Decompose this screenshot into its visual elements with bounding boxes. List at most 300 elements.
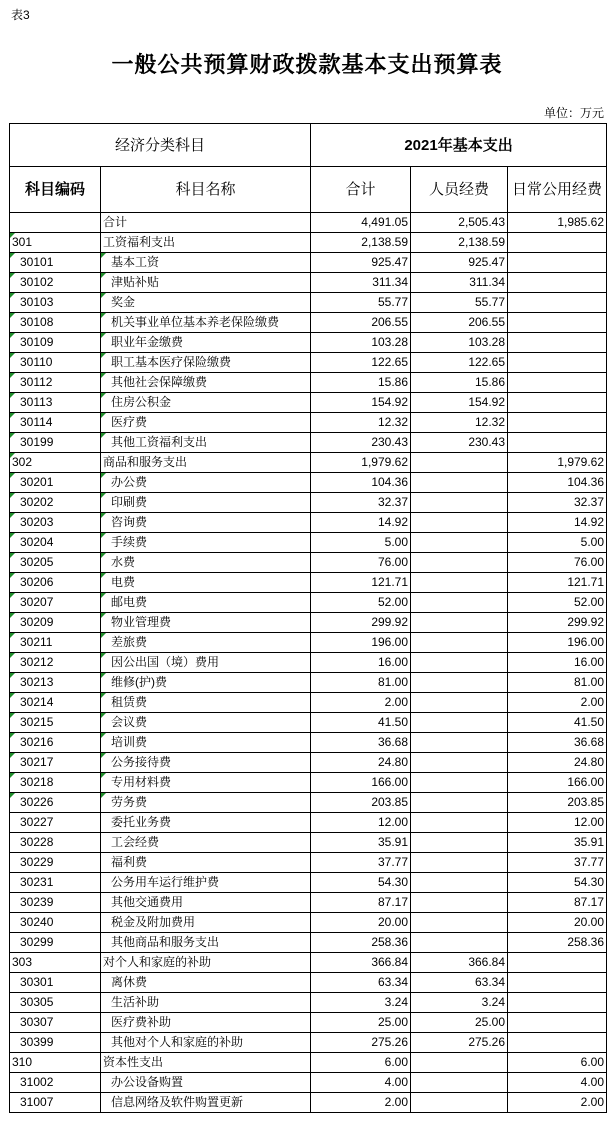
green-triangle-marker-icon: [10, 673, 15, 678]
table-row: [10, 493, 607, 513]
cell-personnel: 925.47: [411, 253, 508, 273]
green-triangle-marker-icon: [10, 393, 15, 398]
green-triangle-marker-icon: [10, 373, 15, 378]
subject-name-text: 公务用车运行维护费: [111, 875, 220, 889]
subject-name-text: 工会经费: [111, 835, 160, 849]
cell-subject-name: [101, 793, 311, 813]
cell-personnel: [411, 633, 508, 653]
table-row: [10, 613, 607, 633]
cell-subject-name: [101, 693, 311, 713]
cell-subject-name: [101, 633, 311, 653]
cell-total: 37.77: [311, 853, 411, 873]
green-triangle-marker-icon: [10, 653, 15, 658]
subject-name-text: 职业年金缴费: [111, 335, 184, 349]
cell-public: 5.00: [508, 533, 607, 553]
table-row: [10, 453, 607, 473]
table-row: [10, 233, 607, 253]
cell-subject-code: [10, 273, 101, 293]
cell-total: 25.00: [311, 1013, 411, 1033]
table-row: [10, 1073, 607, 1093]
cell-subject-code: [10, 253, 101, 273]
table-row: [10, 1033, 607, 1053]
cell-public: 203.85: [508, 793, 607, 813]
green-triangle-marker-icon: [10, 433, 15, 438]
green-triangle-marker-icon: [101, 493, 106, 498]
cell-subject-code: [10, 513, 101, 533]
subject-name-text: 委托业务费: [111, 815, 172, 829]
cell-personnel: 154.92: [411, 393, 508, 413]
cell-public: [508, 293, 607, 313]
green-triangle-marker-icon: [101, 313, 106, 318]
cell-subject-code: [10, 953, 101, 973]
subject-code-text: 31002: [20, 1075, 54, 1089]
green-triangle-marker-icon: [10, 693, 15, 698]
cell-total: 1,979.62: [311, 453, 411, 473]
green-triangle-marker-icon: [10, 533, 15, 538]
cell-subject-name: [101, 513, 311, 533]
table-row: [10, 333, 607, 353]
subject-name-text: 税金及附加费用: [111, 915, 196, 929]
cell-subject-code: [10, 693, 101, 713]
budget-table: [9, 123, 607, 1113]
cell-subject-code: [10, 373, 101, 393]
cell-personnel: 63.34: [411, 973, 508, 993]
green-triangle-marker-icon: [10, 233, 15, 238]
cell-personnel: [411, 613, 508, 633]
header-row-group: [10, 124, 607, 167]
cell-personnel: 55.77: [411, 293, 508, 313]
table-row: [10, 273, 607, 293]
cell-total: 104.36: [311, 473, 411, 493]
subject-code-text: 30301: [20, 975, 54, 989]
table-row: [10, 413, 607, 433]
cell-personnel: [411, 573, 508, 593]
cell-subject-name: [101, 233, 311, 253]
cell-personnel: [411, 553, 508, 573]
subject-name-text: 因公出国（境）费用: [111, 655, 220, 669]
table-row: [10, 1053, 607, 1073]
subject-code-text: 30203: [20, 515, 54, 529]
green-triangle-marker-icon: [10, 593, 15, 598]
subject-code-text: 30214: [20, 695, 54, 709]
cell-subject-code: [10, 833, 101, 853]
table-row: [10, 1093, 607, 1113]
cell-subject-code: [10, 593, 101, 613]
table-row: [10, 853, 607, 873]
cell-personnel: 12.32: [411, 413, 508, 433]
table-row: [10, 373, 607, 393]
subject-code-text: 30227: [20, 815, 54, 829]
table-row: [10, 953, 607, 973]
cell-subject-name: [101, 933, 311, 953]
subject-code-text: 30207: [20, 595, 54, 609]
cell-personnel: [411, 773, 508, 793]
cell-total: 196.00: [311, 633, 411, 653]
cell-total: 206.55: [311, 313, 411, 333]
cell-subject-code: [10, 733, 101, 753]
subject-name-text: 离休费: [111, 975, 148, 989]
subject-code-text: 30202: [20, 495, 54, 509]
green-triangle-marker-icon: [101, 353, 106, 358]
subject-code-text: 30205: [20, 555, 54, 569]
cell-subject-code: [10, 773, 101, 793]
cell-total: 63.34: [311, 973, 411, 993]
table-row: [10, 293, 607, 313]
subject-code-text: 30199: [20, 435, 54, 449]
cell-total: 14.92: [311, 513, 411, 533]
cell-public: [508, 373, 607, 393]
subject-code-text: 30299: [20, 935, 54, 949]
green-triangle-marker-icon: [101, 473, 106, 478]
header-subject-code: 科目编码: [10, 167, 101, 213]
table-row: [10, 973, 607, 993]
cell-total: 103.28: [311, 333, 411, 353]
cell-personnel: [411, 673, 508, 693]
subject-code-text: 30231: [20, 875, 54, 889]
subject-name-text: 机关事业单位基本养老保险缴费: [111, 315, 280, 329]
cell-public: 41.50: [508, 713, 607, 733]
cell-public: 16.00: [508, 653, 607, 673]
table-row: [10, 833, 607, 853]
cell-personnel: 122.65: [411, 353, 508, 373]
cell-subject-code: [10, 913, 101, 933]
cell-subject-name: [101, 833, 311, 853]
cell-total: 6.00: [311, 1053, 411, 1073]
cell-subject-name: [101, 1093, 311, 1113]
green-triangle-marker-icon: [10, 793, 15, 798]
table-row: [10, 573, 607, 593]
cell-total: 4,491.05: [311, 213, 411, 233]
cell-personnel: [411, 813, 508, 833]
cell-subject-code: [10, 753, 101, 773]
green-triangle-marker-icon: [101, 773, 106, 778]
header-economic-classification: 经济分类科目: [10, 124, 311, 167]
green-triangle-marker-icon: [101, 413, 106, 418]
cell-subject-code: [10, 553, 101, 573]
table-row: [10, 633, 607, 653]
cell-public: 32.37: [508, 493, 607, 513]
cell-personnel: [411, 513, 508, 533]
cell-public: 52.00: [508, 593, 607, 613]
cell-public: [508, 253, 607, 273]
cell-subject-name: [101, 673, 311, 693]
cell-subject-name: [101, 213, 311, 233]
cell-subject-code: [10, 573, 101, 593]
table-row: [10, 753, 607, 773]
cell-total: 121.71: [311, 573, 411, 593]
table-row: [10, 553, 607, 573]
subject-code-text: 302: [12, 455, 33, 469]
table-row: [10, 213, 607, 233]
green-triangle-marker-icon: [101, 753, 106, 758]
cell-total: 55.77: [311, 293, 411, 313]
subject-code-text: 303: [12, 955, 33, 969]
green-triangle-marker-icon: [101, 553, 106, 558]
cell-subject-code: [10, 633, 101, 653]
header-subject-name: 科目名称: [101, 167, 311, 213]
cell-personnel: [411, 1073, 508, 1093]
cell-subject-name: [101, 993, 311, 1013]
cell-subject-name: [101, 473, 311, 493]
subject-name-text: 对个人和家庭的补助: [103, 955, 212, 969]
cell-public: 24.80: [508, 753, 607, 773]
subject-code-text: 30204: [20, 535, 54, 549]
cell-personnel: 15.86: [411, 373, 508, 393]
cell-public: 76.00: [508, 553, 607, 573]
cell-subject-name: [101, 953, 311, 973]
subject-code-text: 30240: [20, 915, 54, 929]
subject-name-text: 会议费: [111, 715, 148, 729]
cell-total: 76.00: [311, 553, 411, 573]
cell-subject-name: [101, 453, 311, 473]
cell-subject-name: [101, 373, 311, 393]
subject-code-text: 30102: [20, 275, 54, 289]
cell-subject-name: [101, 613, 311, 633]
subject-code-text: 30113: [20, 395, 53, 409]
cell-public: 12.00: [508, 813, 607, 833]
cell-subject-name: [101, 393, 311, 413]
cell-subject-name: [101, 853, 311, 873]
subject-name-text: 手续费: [111, 535, 148, 549]
cell-public: [508, 273, 607, 293]
cell-total: 20.00: [311, 913, 411, 933]
cell-subject-code: [10, 933, 101, 953]
cell-personnel: [411, 913, 508, 933]
cell-personnel: [411, 1093, 508, 1113]
table-row: [10, 1013, 607, 1033]
subject-code-text: 30110: [20, 355, 53, 369]
subject-name-text: 其他工资福利支出: [111, 435, 208, 449]
cell-public: 37.77: [508, 853, 607, 873]
cell-public: 104.36: [508, 473, 607, 493]
subject-code-text: 30305: [20, 995, 54, 1009]
cell-total: 258.36: [311, 933, 411, 953]
header-basic-expenditure-2021: 2021年基本支出: [311, 124, 607, 167]
subject-code-text: 30114: [20, 415, 53, 429]
cell-subject-code: [10, 213, 101, 233]
green-triangle-marker-icon: [10, 293, 15, 298]
cell-subject-code: [10, 453, 101, 473]
table-row: [10, 513, 607, 533]
cell-public: 36.68: [508, 733, 607, 753]
cell-subject-name: [101, 913, 311, 933]
cell-total: 275.26: [311, 1033, 411, 1053]
cell-public: 1,979.62: [508, 453, 607, 473]
cell-subject-name: [101, 353, 311, 373]
subject-name-text: 住房公积金: [111, 395, 172, 409]
cell-subject-code: [10, 293, 101, 313]
table-row: [10, 793, 607, 813]
cell-personnel: [411, 693, 508, 713]
subject-code-text: 30212: [20, 655, 54, 669]
table-body: [10, 213, 607, 1113]
cell-total: 2,138.59: [311, 233, 411, 253]
cell-total: 5.00: [311, 533, 411, 553]
subject-name-text: 奖金: [111, 295, 136, 309]
subject-name-text: 办公费: [111, 475, 148, 489]
cell-subject-name: [101, 873, 311, 893]
green-triangle-marker-icon: [101, 373, 106, 378]
cell-personnel: [411, 933, 508, 953]
cell-total: 122.65: [311, 353, 411, 373]
table-row: [10, 813, 607, 833]
subject-code-text: 30211: [20, 635, 53, 649]
cell-total: 81.00: [311, 673, 411, 693]
green-triangle-marker-icon: [101, 653, 106, 658]
cell-public: [508, 413, 607, 433]
cell-personnel: 366.84: [411, 953, 508, 973]
subject-name-text: 其他商品和服务支出: [111, 935, 220, 949]
cell-public: 2.00: [508, 1093, 607, 1113]
cell-total: 203.85: [311, 793, 411, 813]
cell-personnel: 25.00: [411, 1013, 508, 1033]
green-triangle-marker-icon: [10, 773, 15, 778]
subject-name-text: 维修(护)费: [111, 675, 167, 689]
table-number-label: 表3: [11, 8, 30, 22]
cell-subject-code: [10, 1053, 101, 1073]
cell-personnel: 206.55: [411, 313, 508, 333]
cell-subject-name: [101, 593, 311, 613]
subject-code-text: 30226: [20, 795, 54, 809]
cell-public: [508, 973, 607, 993]
table-row: [10, 933, 607, 953]
subject-code-text: 30108: [20, 315, 54, 329]
cell-subject-name: [101, 333, 311, 353]
green-triangle-marker-icon: [10, 333, 15, 338]
cell-total: 925.47: [311, 253, 411, 273]
subject-name-text: 培训费: [111, 735, 148, 749]
cell-public: 20.00: [508, 913, 607, 933]
green-triangle-marker-icon: [10, 253, 15, 258]
cell-subject-name: [101, 893, 311, 913]
cell-personnel: 3.24: [411, 993, 508, 1013]
subject-name-text: 印刷费: [111, 495, 148, 509]
cell-subject-code: [10, 813, 101, 833]
table-row: [10, 893, 607, 913]
cell-public: 121.71: [508, 573, 607, 593]
cell-subject-name: [101, 253, 311, 273]
cell-total: 3.24: [311, 993, 411, 1013]
subject-code-text: 30217: [20, 755, 54, 769]
cell-subject-code: [10, 653, 101, 673]
green-triangle-marker-icon: [101, 633, 106, 638]
cell-subject-name: [101, 773, 311, 793]
cell-subject-name: [101, 1033, 311, 1053]
green-triangle-marker-icon: [101, 513, 106, 518]
subject-code-text: 30109: [20, 335, 54, 349]
cell-total: 54.30: [311, 873, 411, 893]
cell-total: 52.00: [311, 593, 411, 613]
cell-public: [508, 953, 607, 973]
cell-subject-code: [10, 673, 101, 693]
cell-subject-name: [101, 413, 311, 433]
subject-name-text: 福利费: [111, 855, 148, 869]
cell-subject-code: [10, 853, 101, 873]
cell-subject-code: [10, 1093, 101, 1113]
cell-subject-name: [101, 293, 311, 313]
cell-personnel: [411, 753, 508, 773]
cell-public: [508, 433, 607, 453]
green-triangle-marker-icon: [101, 733, 106, 738]
cell-personnel: [411, 1053, 508, 1073]
cell-public: [508, 393, 607, 413]
cell-subject-name: [101, 653, 311, 673]
cell-personnel: [411, 893, 508, 913]
cell-personnel: [411, 493, 508, 513]
subject-name-text: 办公设备购置: [111, 1075, 184, 1089]
subject-name-text: 其他交通费用: [111, 895, 184, 909]
cell-personnel: [411, 453, 508, 473]
table-row: [10, 533, 607, 553]
cell-total: 4.00: [311, 1073, 411, 1093]
subject-name-text: 租赁费: [111, 695, 148, 709]
table-row: [10, 653, 607, 673]
cell-subject-name: [101, 1073, 311, 1093]
cell-personnel: [411, 873, 508, 893]
green-triangle-marker-icon: [10, 713, 15, 718]
cell-public: 166.00: [508, 773, 607, 793]
cell-subject-name: [101, 1053, 311, 1073]
green-triangle-marker-icon: [101, 593, 106, 598]
cell-public: [508, 1013, 607, 1033]
subject-code-text: 30112: [20, 375, 53, 389]
cell-public: [508, 353, 607, 373]
green-triangle-marker-icon: [101, 693, 106, 698]
cell-public: 4.00: [508, 1073, 607, 1093]
table-row: [10, 693, 607, 713]
cell-personnel: [411, 593, 508, 613]
subject-code-text: 301: [12, 235, 33, 249]
green-triangle-marker-icon: [101, 273, 106, 278]
cell-subject-name: [101, 1013, 311, 1033]
cell-subject-name: [101, 313, 311, 333]
cell-total: 35.91: [311, 833, 411, 853]
cell-subject-code: [10, 1013, 101, 1033]
subject-name-text: 生活补助: [111, 995, 160, 1009]
cell-personnel: [411, 533, 508, 553]
cell-subject-code: [10, 1033, 101, 1053]
cell-total: 87.17: [311, 893, 411, 913]
green-triangle-marker-icon: [10, 613, 15, 618]
cell-public: 35.91: [508, 833, 607, 853]
cell-subject-name: [101, 713, 311, 733]
subject-name-text: 基本工资: [111, 255, 160, 269]
green-triangle-marker-icon: [101, 793, 106, 798]
subject-code-text: 30399: [20, 1035, 54, 1049]
cell-subject-name: [101, 573, 311, 593]
green-triangle-marker-icon: [10, 753, 15, 758]
green-triangle-marker-icon: [101, 533, 106, 538]
table-row: [10, 713, 607, 733]
cell-subject-code: [10, 893, 101, 913]
green-triangle-marker-icon: [10, 413, 15, 418]
cell-public: [508, 333, 607, 353]
cell-public: 299.92: [508, 613, 607, 633]
header-public-expense: 日常公用经费: [508, 167, 607, 213]
cell-subject-code: [10, 533, 101, 553]
cell-public: 1,985.62: [508, 213, 607, 233]
header-total: 合计: [311, 167, 411, 213]
subject-name-text: 差旅费: [111, 635, 148, 649]
subject-code-text: 30201: [20, 475, 54, 489]
cell-subject-name: [101, 433, 311, 453]
cell-personnel: 103.28: [411, 333, 508, 353]
cell-public: 81.00: [508, 673, 607, 693]
cell-subject-code: [10, 993, 101, 1013]
cell-subject-code: [10, 793, 101, 813]
subject-code-text: 30206: [20, 575, 54, 589]
subject-name-text: 其他对个人和家庭的补助: [111, 1035, 244, 1049]
